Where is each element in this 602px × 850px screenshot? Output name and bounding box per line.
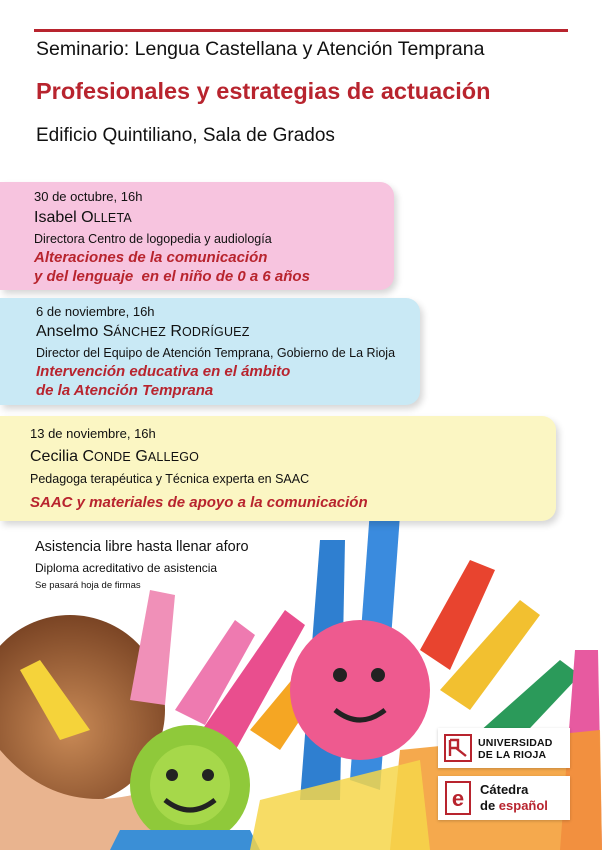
session-date: 30 de octubre, 16h	[34, 189, 143, 204]
seminar-title: Seminario: Lengua Castellana y Atención Temprana	[36, 38, 485, 60]
university-seal-icon	[444, 734, 472, 762]
talk-title: Intervención educativa en el ámbito de la Atención Temprana	[36, 363, 291, 399]
event-location: Edificio Quintiliano, Sala de Grados	[36, 125, 335, 146]
speaker-name: Anselmo SÁNCHEZ RODRÍGUEZ	[36, 323, 250, 340]
top-rule	[34, 29, 568, 32]
speaker-name: Cecilia CONDE GALLEGO	[30, 448, 200, 465]
signatures-note: Se pasará hoja de firmas	[35, 580, 141, 591]
diploma-note: Diploma acreditativo de asistencia	[35, 561, 218, 575]
speaker-name: Isabel OLLETA	[34, 209, 132, 226]
session-date: 13 de noviembre, 16h	[30, 426, 156, 441]
speaker-role: Directora Centro de logopedia y audiología	[34, 232, 272, 246]
university-name-line1: UNIVERSIDAD	[478, 737, 553, 749]
talk-title: SAAC y materiales de apoyo a la comunicación	[30, 494, 368, 511]
catedra-de-espanol-logo	[438, 776, 570, 820]
session-card-3	[0, 416, 556, 521]
talk-title: Alteraciones de la comunicación y del lenguaje en el niño de 0 a 6 años	[34, 249, 310, 285]
session-card-1	[0, 182, 394, 290]
universidad-de-la-rioja-logo	[438, 728, 570, 768]
speaker-role: Director del Equipo de Atención Temprana, Gobierno de La Rioja	[36, 346, 396, 360]
catedra-line1: Cátedra	[480, 782, 529, 797]
speaker-role: Pedagoga terapéutica y Técnica experta en SAAC	[30, 472, 310, 486]
session-date: 6 de noviembre, 16h	[36, 304, 155, 319]
catedra-line2: de español	[480, 798, 548, 813]
svg-text:e: e	[451, 786, 465, 811]
attendance-note: Asistencia libre hasta llenar aforo	[35, 539, 249, 555]
university-name-line2: DE LA RIOJA	[478, 749, 547, 761]
event-subtitle: Profesionales y estrategias de actuación	[36, 78, 491, 104]
session-card-2	[0, 298, 420, 405]
catedra-e-icon	[445, 781, 471, 815]
